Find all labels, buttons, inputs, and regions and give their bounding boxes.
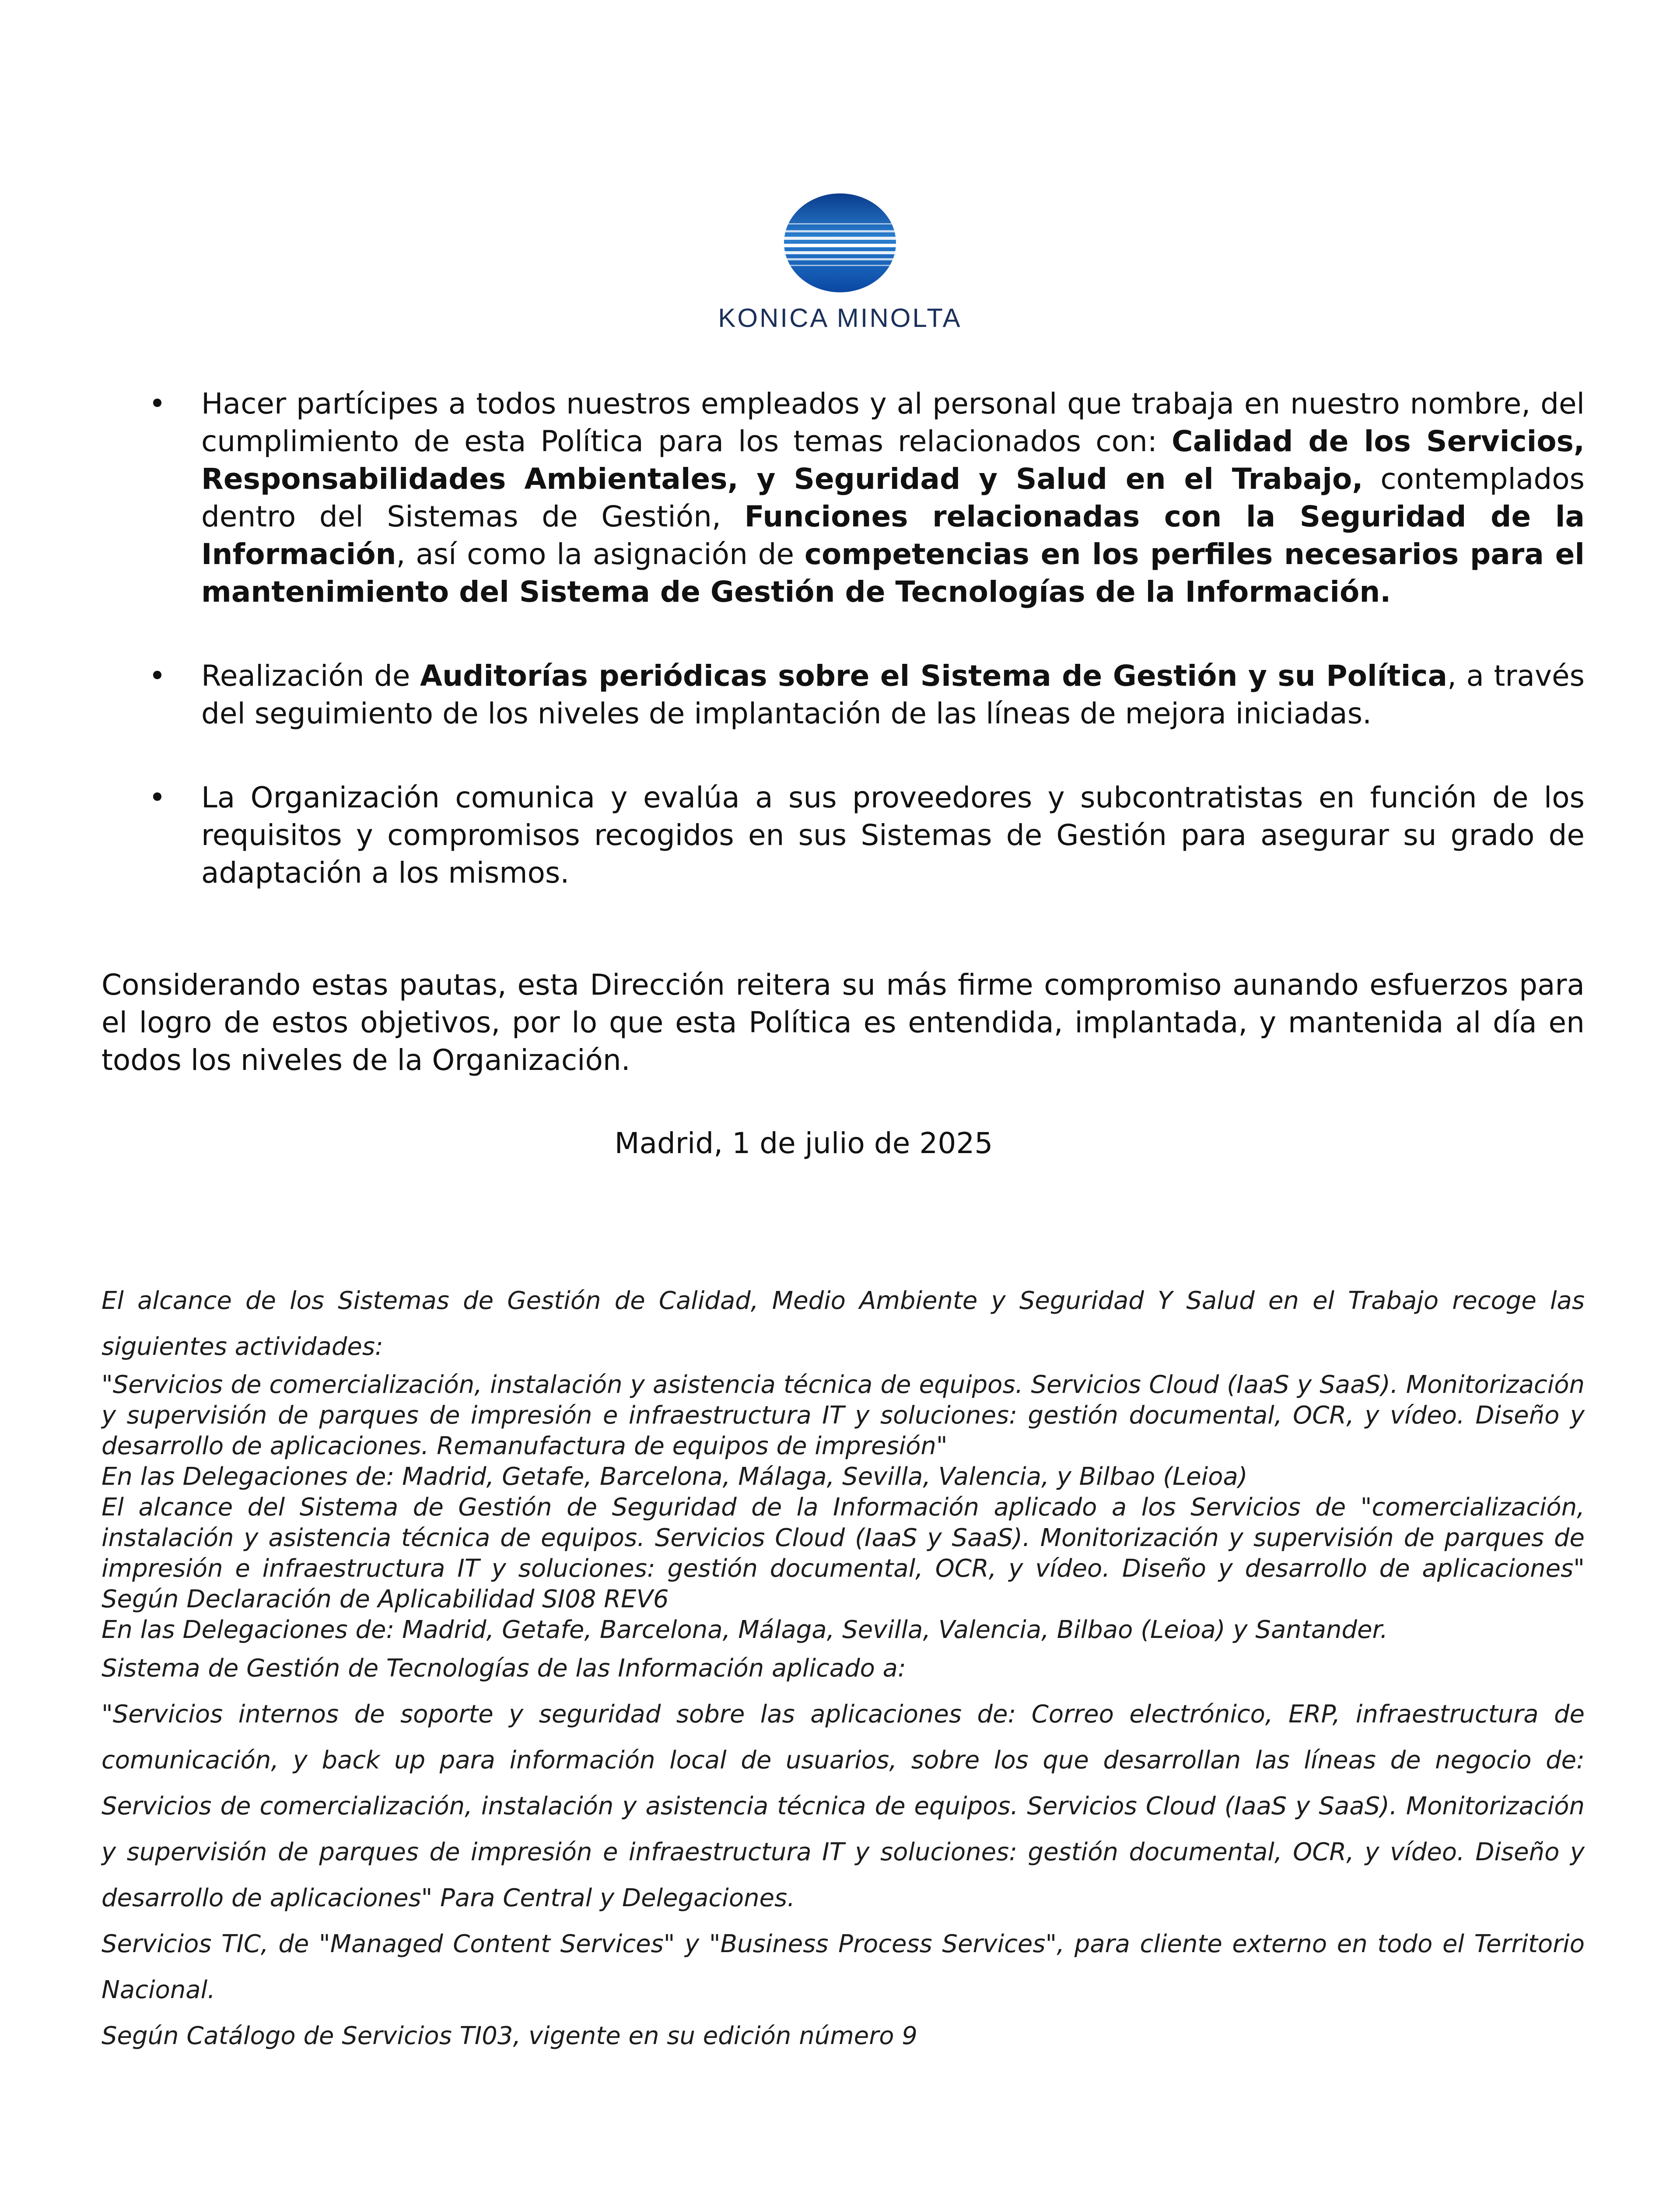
company-logo — [0, 193, 1680, 333]
bullet-icon: • — [149, 781, 166, 814]
security-scope: El alcance del Sistema de Gestión de Seguridad de la Información aplicado a los Servicios de "comercialización, instalación y asistencia técnica de equipos. Servicios Cloud (IaaS y SaaS). Monitorización y supervisión de parques de impresión e infraestructura IT y soluciones: gestión documental, OCR, y vídeo. Diseño y desarrollo de aplicaciones" Según Declaración de Aplicabilidad SI08 REV6 — [102, 1493, 1585, 1613]
quality-scope-intro: El alcance de los Sistemas de Gestión de Calidad, Medio Ambiente y Seguridad Y Salud en el Trabajo recoge las siguientes actividades: — [102, 1287, 1585, 1361]
text-run: , a través del seguimiento de los niveles de implantación de las líneas de mejora iniciadas. — [201, 659, 1585, 730]
service-catalog: Según Catálogo de Servicios TI03, vigente en su edición número 9 — [102, 2022, 917, 2050]
bullet-icon: • — [149, 659, 166, 693]
quality-scope-activities: "Servicios de comercialización, instalación y asistencia técnica de equipos. Servicios Cloud (IaaS y SaaS). Monitorización y supervisión de parques de impresión e infraestructura IT y soluciones: gestión documental, OCR, y vídeo. Diseño y desarrollo de aplicaciones. Remanufactura de equipos de impresión" — [102, 1371, 1585, 1460]
bullet-item — [102, 779, 1585, 892]
text-run: , así como la asignación de — [396, 537, 805, 571]
policy-bullets — [102, 385, 1585, 892]
it-scope-services: "Servicios internos de soporte y seguridad sobre las aplicaciones de: Correo electrónico, ERP, infraestructura de comunicación, y back up para información local de usuarios, sobre los que desarrollan las líneas de negocio de: Servicios de comercialización, instalación y asistencia técnica de equipos. Servicios Cloud (IaaS y SaaS). Monitorización y supervisión de parques de impresión e infraestructura IT y soluciones: gestión documental, OCR, y vídeo. Diseño y desarrollo de aplicaciones" Para Central y Delegaciones. — [102, 1700, 1585, 1912]
text-run: Hacer partícipes a todos nuestros empleados y al personal que trabaja en nuestro nombre, del cumplimiento de esta Política para los temas relacionados con: — [201, 387, 1585, 458]
bold-text: Calidad de los Servicios, Responsabilidades Ambientales, y Seguridad y Salud en el Trabajo, — [201, 424, 1585, 496]
bold-text: Funciones relacionadas con la Seguridad de la Información — [201, 500, 1585, 571]
bullet-item — [102, 657, 1585, 733]
text-run: contemplados dentro del Sistemas de Gestión, — [201, 462, 1585, 533]
tic-services: Servicios TIC, de "Managed Content Services" y "Business Process Services", para cliente externo en todo el Territorio Nacional. — [102, 1930, 1585, 2004]
quality-scope-locations: En las Delegaciones de: Madrid, Getafe, Barcelona, Málaga, Sevilla, Valencia, y Bilbao (Leioa) — [102, 1462, 1248, 1491]
policy-body — [102, 385, 1585, 1191]
bullet-text — [201, 387, 1585, 609]
it-scope-intro: Sistema de Gestión de Tecnologías de las Información aplicado a: — [102, 1654, 906, 1683]
closing-paragraph: Considerando estas pautas, esta Dirección reitera su más firme compromiso aunando esfuerzos para el logro de estos objetivos, por lo que esta Política es entendida, implantada, y mantenida al día en todos los niveles de la Organización. — [102, 968, 1585, 1077]
globe-icon — [783, 193, 897, 293]
bullet-text — [201, 659, 1585, 730]
scope-section — [102, 1278, 1585, 2059]
bullet-icon: • — [149, 387, 166, 421]
bold-text: competencias en los perfiles necesarios para el mantenimiento del Sistema de Gestión de Tecnologías de la Información. — [201, 537, 1585, 609]
bullet-text — [201, 781, 1585, 890]
security-scope-locations: En las Delegaciones de: Madrid, Getafe, Barcelona, Málaga, Sevilla, Valencia, Bilbao (Leioa) y Santander. — [102, 1616, 1388, 1644]
signature-date: Madrid, 1 de julio de 2025 — [614, 1126, 993, 1160]
bold-text: Auditorías periódicas sobre el Sistema de Gestión y su Política — [420, 659, 1448, 693]
text-run: Realización de — [201, 659, 420, 693]
brand-name: KONICA MINOLTA — [718, 303, 962, 333]
text-run: La Organización comunica y evalúa a sus proveedores y subcontratistas en función de los requisitos y compromisos recogidos en sus Sistemas de Gestión para asegurar su grado de adaptación a los mismos. — [201, 781, 1585, 890]
bullet-item — [102, 385, 1585, 611]
